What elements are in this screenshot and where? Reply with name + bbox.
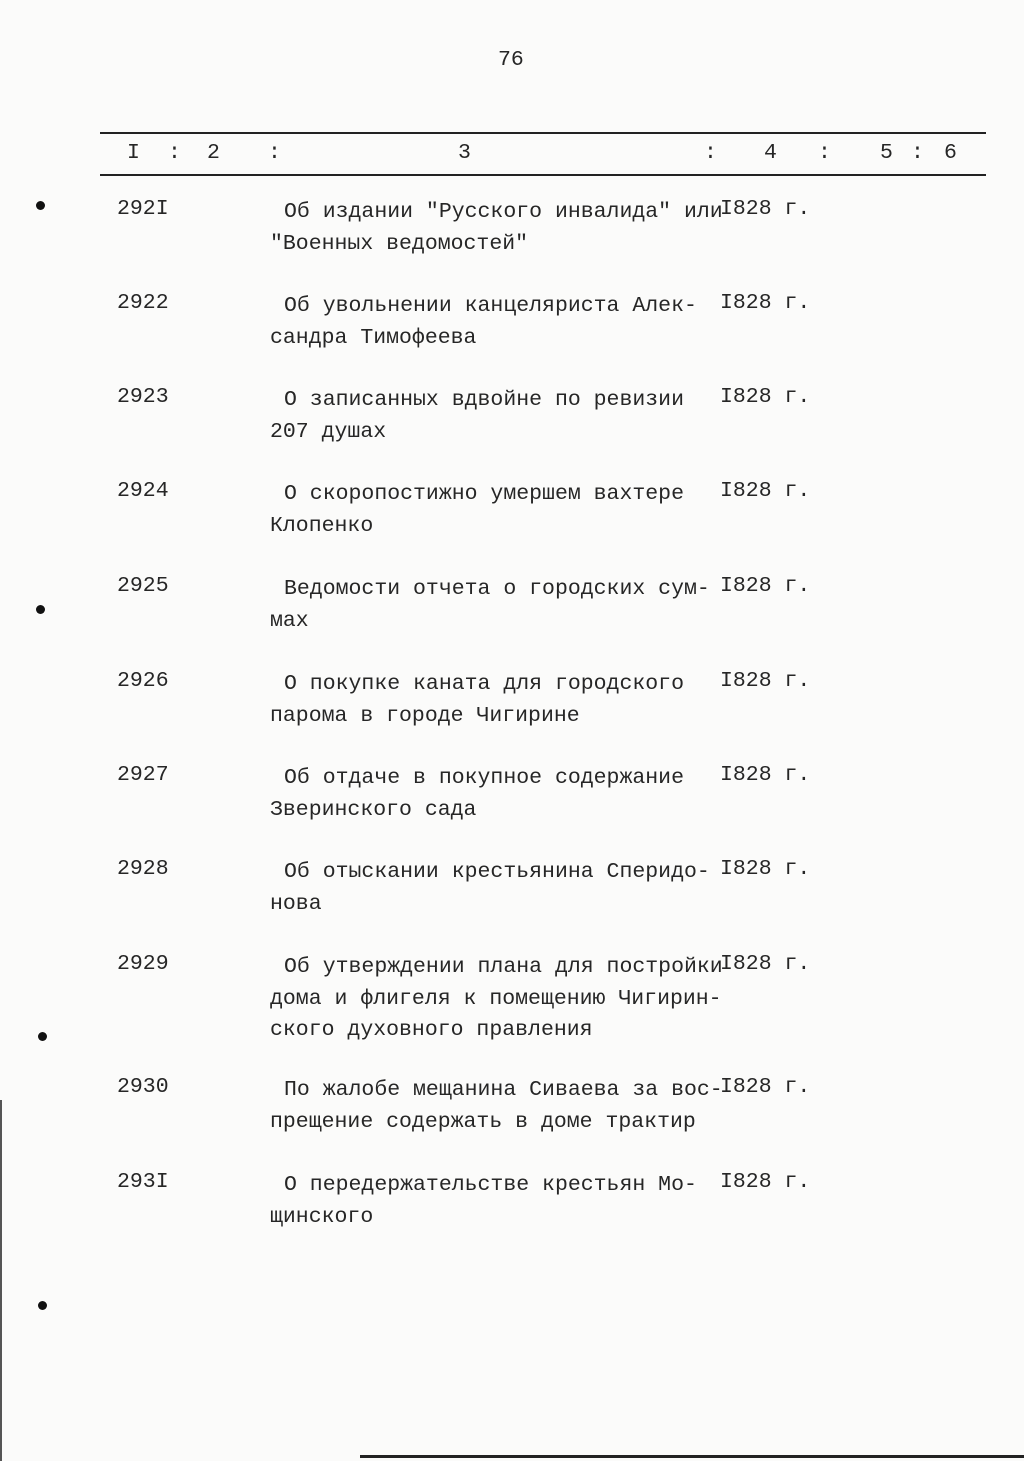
item-year: I828 г. (720, 952, 811, 976)
item-title-line: Об отдаче в покупное содержание (284, 766, 684, 790)
item-title (270, 1170, 697, 1233)
item-title-line: сандра Тимофеева (270, 325, 477, 350)
item-title-line: Об издании "Русского инвалида" или (284, 200, 723, 224)
item-title (270, 479, 684, 542)
item-year: I828 г. (720, 197, 811, 221)
item-year: I828 г. (720, 1170, 811, 1194)
item-title-line: Об увольнении канцеляриста Алек- (284, 294, 697, 318)
col-4: 4 (764, 141, 777, 165)
item-number: 2922 (117, 291, 169, 315)
item-year: I828 г. (720, 669, 811, 693)
col-2: 2 (207, 141, 220, 165)
item-number: 2924 (117, 479, 169, 503)
item-number: 2927 (117, 763, 169, 787)
item-title-line: О записанных вдвойне по ревизии (284, 388, 684, 412)
item-title-line: Об утверждении плана для постройки (284, 955, 723, 979)
item-title (270, 669, 684, 732)
col-sep: : (704, 141, 717, 165)
col-sep: : (818, 141, 831, 165)
item-year: I828 г. (720, 574, 811, 598)
binder-hole-mark (36, 201, 45, 210)
item-title (270, 385, 684, 448)
bottom-edge-line (360, 1455, 1024, 1458)
binder-hole-mark (38, 1032, 47, 1041)
item-title-line: О скоропостижно умершем вахтере (284, 482, 684, 506)
item-number: 292I (117, 197, 169, 221)
item-title (270, 197, 723, 260)
col-1: I (127, 141, 140, 165)
item-number: 2928 (117, 857, 169, 881)
item-title (270, 763, 684, 826)
item-title (270, 1075, 723, 1138)
item-title-line: нова (270, 891, 322, 916)
page-number: 76 (498, 48, 524, 72)
item-title-line: парома в городе Чигирине (270, 703, 580, 728)
item-title-line: Зверинского сада (270, 797, 477, 822)
item-title-line: По жалобе мещанина Сиваева за вос- (284, 1078, 723, 1102)
item-title-line: ского духовного правления (270, 1018, 593, 1042)
item-year: I828 г. (720, 479, 811, 503)
item-year: I828 г. (720, 385, 811, 409)
col-5: 5 (880, 141, 893, 165)
item-title (270, 952, 723, 1047)
item-year: I828 г. (720, 291, 811, 315)
col-3: 3 (458, 141, 471, 165)
header-bottom-rule (100, 174, 986, 176)
item-year: I828 г. (720, 763, 811, 787)
binder-hole-mark (38, 1301, 47, 1310)
item-title-line: прещение содержать в доме трактир (270, 1109, 696, 1134)
item-title-line: "Военных ведомостей" (270, 231, 529, 256)
item-title (270, 291, 697, 354)
item-number: 2930 (117, 1075, 169, 1099)
item-title-line: О покупке каната для городского (284, 672, 684, 696)
item-title-line: дома и флигеля к помещению Чигирин- (270, 986, 722, 1011)
item-title-line: Ведомости отчета о городских сум- (284, 577, 710, 601)
col-6: 6 (944, 141, 957, 165)
col-sep: : (168, 141, 181, 165)
item-year: I828 г. (720, 1075, 811, 1099)
left-edge-line (0, 1100, 2, 1461)
col-sep: : (911, 141, 924, 165)
item-number: 2929 (117, 952, 169, 976)
item-title (270, 574, 710, 637)
item-year: I828 г. (720, 857, 811, 881)
header-top-rule (100, 132, 986, 134)
item-number: 293I (117, 1170, 169, 1194)
item-title-line: Об отыскании крестьянина Сперидо- (284, 860, 710, 884)
item-title-line: О передержательстве крестьян Мо- (284, 1173, 697, 1197)
item-number: 2926 (117, 669, 169, 693)
item-title-line: 207 душах (270, 419, 387, 444)
item-number: 2925 (117, 574, 169, 598)
binder-hole-mark (36, 605, 45, 614)
item-title (270, 857, 710, 920)
item-number: 2923 (117, 385, 169, 409)
item-title-line: мах (270, 608, 309, 633)
col-sep: : (268, 141, 281, 165)
item-title-line: Клопенко (270, 513, 374, 538)
item-title-line: щинского (270, 1204, 374, 1229)
